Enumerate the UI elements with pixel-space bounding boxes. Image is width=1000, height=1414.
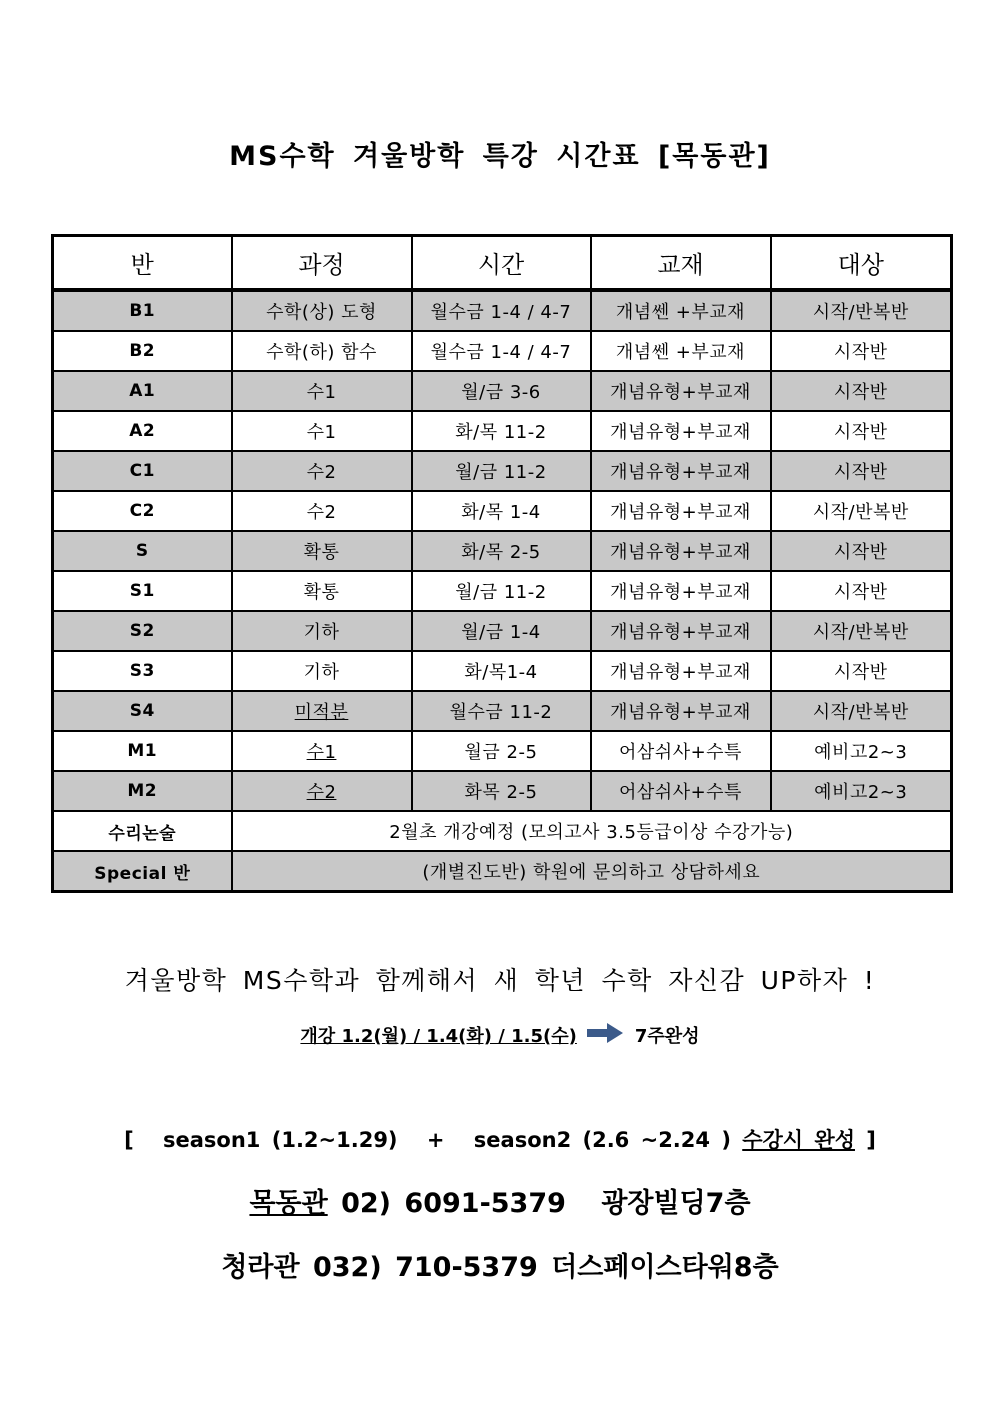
time-cell [412,691,591,731]
textbook-cell-text: 개념유형+부교재 [610,702,751,723]
class-code-cell [53,491,232,531]
branch-location: 더스페이스타워8층 [551,1252,779,1283]
class-code-cell [53,651,232,691]
course-cell [232,571,412,611]
course-cell [232,331,412,371]
course-cell-text: 기하 [303,662,340,683]
textbook-cell-text: 개념유형+부교재 [610,422,751,443]
course-cell-text: 수1 [306,422,337,443]
textbook-cell [591,691,771,731]
branch-mokdong [0,1181,1000,1220]
season2-text: season2 (2.6 ~2.24 ) [473,1128,731,1152]
class-code-cell [53,531,232,571]
branch-phone: 032) 710-5379 [312,1252,538,1283]
target-cell [771,571,952,611]
course-cell [232,651,412,691]
course-cell [232,411,412,451]
season-complete-text: 수강시 완성 [742,1128,855,1152]
course-cell-text: 수학(상) 도형 [266,302,377,323]
textbook-cell [591,771,771,811]
course-cell-text: 수1 [306,742,337,763]
course-cell-text: 수2 [306,502,337,523]
target-cell-text: 시작반 [833,342,888,363]
course-cell-text: 확통 [303,582,340,603]
season1-text: season1 (1.2~1.29) [163,1128,398,1152]
header-course: 과정 [232,236,412,291]
course-cell [232,611,412,651]
textbook-cell-text: 개념유형+부교재 [610,582,751,603]
time-cell [412,411,591,451]
target-cell-text: 시작/반복반 [812,302,909,323]
class-code-cell-text: A2 [129,421,156,441]
season-close-bracket: ] [866,1128,876,1152]
course-cell [232,451,412,491]
class-code-cell-text: C1 [129,461,155,481]
table-row [53,571,952,611]
class-code-cell-text: C2 [129,501,155,521]
table-row [53,771,952,811]
time-cell [412,331,591,371]
time-cell-text: 월/금 11-2 [455,582,547,603]
special-class-cell: 수리논술 [53,811,232,851]
target-cell-text: 시작반 [833,462,888,483]
course-cell-text: 확통 [303,542,340,563]
course-cell [232,531,412,571]
textbook-cell-text: 개념유형+부교재 [610,662,751,683]
target-cell [771,371,952,411]
season-open-bracket: [ [124,1128,134,1152]
textbook-cell [591,651,771,691]
textbook-cell-text: 개념유형+부교재 [610,502,751,523]
target-cell [771,331,952,371]
target-cell [771,451,952,491]
table-row [53,611,952,651]
class-code-cell [53,451,232,491]
table-row [53,331,952,371]
target-cell-text: 시작반 [833,382,888,403]
class-code-cell-text: M1 [127,741,158,761]
branch-location: 광장빌딩7층 [601,1188,751,1219]
table-header-row [53,236,952,291]
course-cell-text: 수2 [306,462,337,483]
table-row [53,531,952,571]
textbook-cell-text: 개념쎈 +부교재 [615,302,746,323]
class-code-cell-text: S2 [129,621,155,641]
opening-dates: 개강 1.2(월) / 1.4(화) / 1.5(수) [300,1026,577,1047]
right-arrow-icon [587,1023,623,1048]
time-cell-text: 화/목1-4 [464,662,538,683]
table-row-special [53,851,952,892]
table-row [53,290,952,331]
target-cell [771,290,952,331]
schedule-table [51,234,953,893]
textbook-cell-text: 개념유형+부교재 [610,382,751,403]
time-cell [412,531,591,571]
target-cell [771,691,952,731]
time-cell-text: 화/목 2-5 [461,542,541,563]
time-cell-text: 화목 2-5 [464,782,538,803]
time-cell [412,491,591,531]
slogan-text: 겨울방학 MS수학과 함께해서 새 학년 수학 자신감 UP하자 ! [124,966,876,995]
time-cell [412,371,591,411]
target-cell-text: 시작반 [833,542,888,563]
course-cell [232,771,412,811]
course-cell [232,691,412,731]
class-code-cell [53,331,232,371]
table-body [53,290,952,892]
textbook-cell [591,411,771,451]
table-row [53,371,952,411]
table-row [53,451,952,491]
page-title: MS수학 겨울방학 특강 시간표 [목동관] [229,141,771,172]
header-class: 반 [53,236,232,291]
class-code-cell-text: S4 [129,701,155,721]
target-cell-text: 시작반 [833,662,888,683]
time-cell [412,731,591,771]
target-cell-text: 시작/반복반 [812,502,909,523]
target-cell [771,771,952,811]
target-cell [771,411,952,451]
textbook-cell-text: 개념유형+부교재 [610,542,751,563]
class-code-cell [53,611,232,651]
class-code-cell [53,771,232,811]
header-target: 대상 [771,236,952,291]
time-cell-text: 월금 2-5 [464,742,538,763]
season-plus: + [426,1128,445,1152]
class-code-cell-text: B1 [129,301,156,321]
textbook-cell [591,331,771,371]
table-row [53,691,952,731]
textbook-cell [591,571,771,611]
header-textbook: 교재 [591,236,771,291]
course-cell [232,290,412,331]
time-cell-text: 월/금 1-4 [461,622,541,643]
special-class-cell: Special 반 [53,851,232,892]
opening-result: 7주완성 [634,1026,700,1047]
course-cell [232,491,412,531]
branch-cheongna [0,1245,1000,1284]
textbook-cell-text: 개념쎈 +부교재 [615,342,746,363]
class-code-cell-text: S3 [129,661,155,681]
table-row [53,491,952,531]
course-cell-text: 수학(하) 함수 [266,342,377,363]
class-code-cell-text: M2 [127,781,158,801]
textbook-cell [591,531,771,571]
target-cell [771,731,952,771]
time-cell-text: 화/목 1-4 [461,502,541,523]
class-code-cell-text: A1 [129,381,156,401]
target-cell-text: 시작반 [833,582,888,603]
time-cell-text: 화/목 11-2 [455,422,547,443]
time-cell [412,290,591,331]
textbook-cell-text: 개념유형+부교재 [610,462,751,483]
time-cell-text: 월/금 3-6 [461,382,541,403]
class-code-cell-text: S [135,541,149,561]
course-cell-text: 수1 [306,382,337,403]
special-note-cell: 2월초 개강예정 (모의고사 3.5등급이상 수강가능) [232,811,952,851]
time-cell [412,571,591,611]
class-code-cell [53,731,232,771]
branch-phone: 02) 6091-5379 [341,1188,566,1219]
target-cell [771,651,952,691]
course-cell-text: 미적분 [294,702,349,723]
textbook-cell [591,451,771,491]
class-code-cell [53,691,232,731]
time-cell [412,771,591,811]
class-code-cell-text: B2 [129,341,156,361]
target-cell-text: 시작/반복반 [812,702,909,723]
opening-line [0,1022,1000,1048]
textbook-cell-text: 개념유형+부교재 [610,622,751,643]
table-row [53,651,952,691]
time-cell [412,611,591,651]
target-cell-text: 시작/반복반 [812,622,909,643]
branch-name: 목동관 [249,1188,328,1219]
target-cell-text: 예비고2~3 [814,742,908,763]
target-cell-text: 시작반 [833,422,888,443]
textbook-cell-text: 어삼쉬사+수특 [619,782,742,803]
time-cell-text: 월수금 1-4 / 4-7 [430,302,572,323]
time-cell-text: 월수금 11-2 [449,702,553,723]
branch-name: 청라관 [221,1252,300,1283]
textbook-cell-text: 어삼쉬사+수특 [619,742,742,763]
textbook-cell [591,371,771,411]
special-note-cell: (개별진도반) 학원에 문의하고 상담하세요 [232,851,952,892]
class-code-cell-text: S1 [129,581,155,601]
target-cell [771,611,952,651]
textbook-cell [591,731,771,771]
time-cell-text: 월수금 1-4 / 4-7 [430,342,572,363]
table-row [53,731,952,771]
course-cell [232,731,412,771]
class-code-cell [53,290,232,331]
table-row [53,411,952,451]
textbook-cell [591,611,771,651]
class-code-cell [53,411,232,451]
course-cell-text: 수2 [306,782,337,803]
time-cell-text: 월/금 11-2 [455,462,547,483]
target-cell [771,491,952,531]
textbook-cell [591,290,771,331]
target-cell-text: 예비고2~3 [814,782,908,803]
header-time: 시간 [412,236,591,291]
target-cell [771,531,952,571]
time-cell [412,651,591,691]
season-line [0,1124,1000,1154]
table-row-special [53,811,952,851]
time-cell [412,451,591,491]
class-code-cell [53,371,232,411]
course-cell-text: 기하 [303,622,340,643]
textbook-cell [591,491,771,531]
class-code-cell [53,571,232,611]
course-cell [232,371,412,411]
